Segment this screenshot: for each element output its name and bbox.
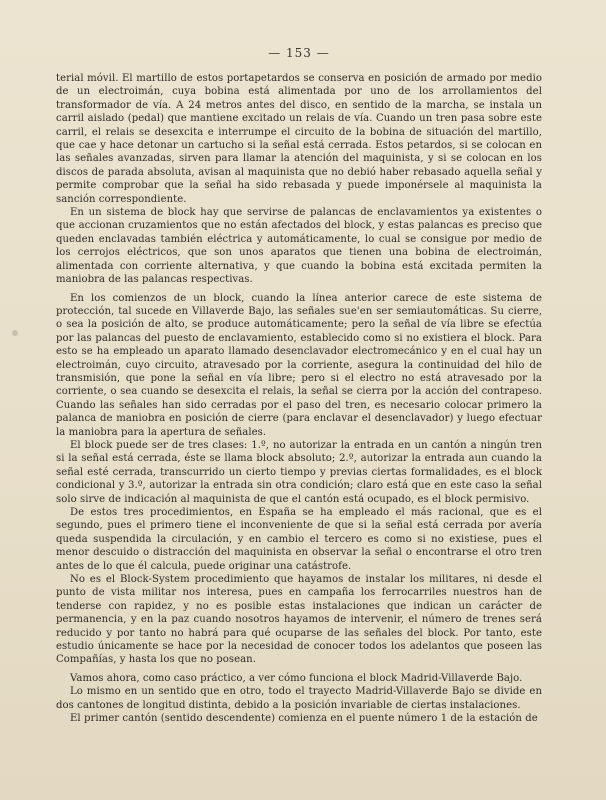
paragraph-caso-practico: Vamos ahora, como caso práctico, a ver cómo funciona el block Madrid-Villaverde Bajo. bbox=[70, 672, 523, 684]
paragraph-primer-canton: El primer cantón (sentido descendente) comienza en el puente número 1 de la estación de bbox=[70, 713, 538, 725]
body-text bbox=[56, 72, 542, 726]
page-number: — 153 — bbox=[268, 46, 330, 60]
paragraph-clases: El block puede ser de tres clases: 1.º, no autorizar la entrada en un cantón a ningún tren si la señal está cerrada, éste se llama block absoluto; 2.º, autorizar la entrada aun cuando la señal esté cerrada, transcurrido un cierto tiempo y previas ciertas formalidades, es el block condicional y 3.º, autorizar la entrada sin otra condición; claro está que en este caso la señal solo sirve de indicación al maquinista de que el cantón está ocupado, es el block permisivo. bbox=[56, 439, 542, 505]
binding-hole bbox=[12, 330, 18, 336]
paragraph-militares: No es el Block-System procedimiento que hayamos de instalar los militares, ni desde el punto de vista militar nos interesa, pues en campaña los ferrocarriles nuestros han de tenderse con rapidez, y no es posible estas instalaciones que indican un carácter de permanencia, y en la paz cuando nosotros hayamos de intervenir, el número de trenes será reducido y por tanto no habrá para qué ocuparse de las señales del block. Por tanto, este estudio únicamente se hace por la necesidad de conocer todos los adelantos que poseen las Compañías, y hasta los que no posean. bbox=[56, 574, 542, 666]
paragraph-trayecto: Lo mismo en un sentido que en otro, todo el trayecto Madrid-Villaverde Bajo se divide en dos cantones de longitud distinta, debido a la posición invariable de ciertas instalaciones. bbox=[56, 686, 542, 711]
paragraph-comienzos: En los comienzos de un block, cuando la línea anterior carece de este sistema de protección, tal sucede en Villaverde Bajo, las señales sue'en ser semiautomáticas. Su cierre, o sea la posición de alto, se produce automáticamente; pero la señal de vía libre se efectúa por las palancas del puesto de enclavamiento, establecido como si no existiera el block. Para esto se ha empleado un aparato llamado desenclavador electromecánico y en el cual hay un electroimán, cuyo circuito, atravesado por la corriente, asegura la continuidad del hilo de transmisión, que pone la señal en vía libre; pero si el electro no está atravesado por la corriente, o sea cuando se desexcita el relais, la señal se cierra por la acción del contrapeso. Cuando las señales han sido cerradas por el paso del tren, es necesario colocar primero la palanca de maniobra en posición de cierre (para enclavar el desenclavador) y luego efectuar la maniobra para la apertura de señales. bbox=[56, 292, 542, 438]
paragraph-procedimientos: De estos tres procedimientos, en España se ha empleado el más racional, que es el segundo, pues el primero tiene el inconveniente de que si la señal está cerrada por avería queda suspendida la circulación, y en cambio el tercero es como si no existiese, pues el menor descuido o distracción del maquinista en observar la señal o encontrarse el otro tren antes de lo que él calcula, puede originar una catástrofe. bbox=[56, 507, 542, 572]
paragraph-palancas: En un sistema de block hay que servirse de palancas de enclavamientos ya existentes o que accionan cruzamientos que no están afectados del block, y estas palancas es preciso que queden enclavadas también eléctrica y automáticamente, lo cual se consigue por medio de los cerrojos eléctricos, que son unos aparatos que tienen una bobina de electroimán, alimentada con corriente alternativa, y que cuando la bobina está excitada permiten la maniobra de las palancas respectivas. bbox=[56, 207, 542, 286]
paragraph-continuation: terial móvil. El martillo de estos portapetardos se conserva en posición de armado por medio de un electroimán, cuya bobina está alimentada por uno de los arrollamientos del transformador de vía. A 24 metros antes del disco, en sentido de la marcha, se instala un carril aislado (pedal) que mantiene excitado un relais de vía. Cuando un tren pasa sobre este carril, el relais se desexcita e interrumpe el circuito de la bobina de situación del martillo, que cae y hace detonar un cartucho si la señal está cerrada. Estos petardos, si se colocan en las señales avanzadas, sirven para llamar la atención del maquinista, y si se colocan en los discos de parada absoluta, avisan al maquinista que no debió haber rebasado aquella señal y permite comprobar que la señal ha sido rebasada y puede imponérsele al maquinista la sanción correspondiente. bbox=[56, 73, 542, 205]
